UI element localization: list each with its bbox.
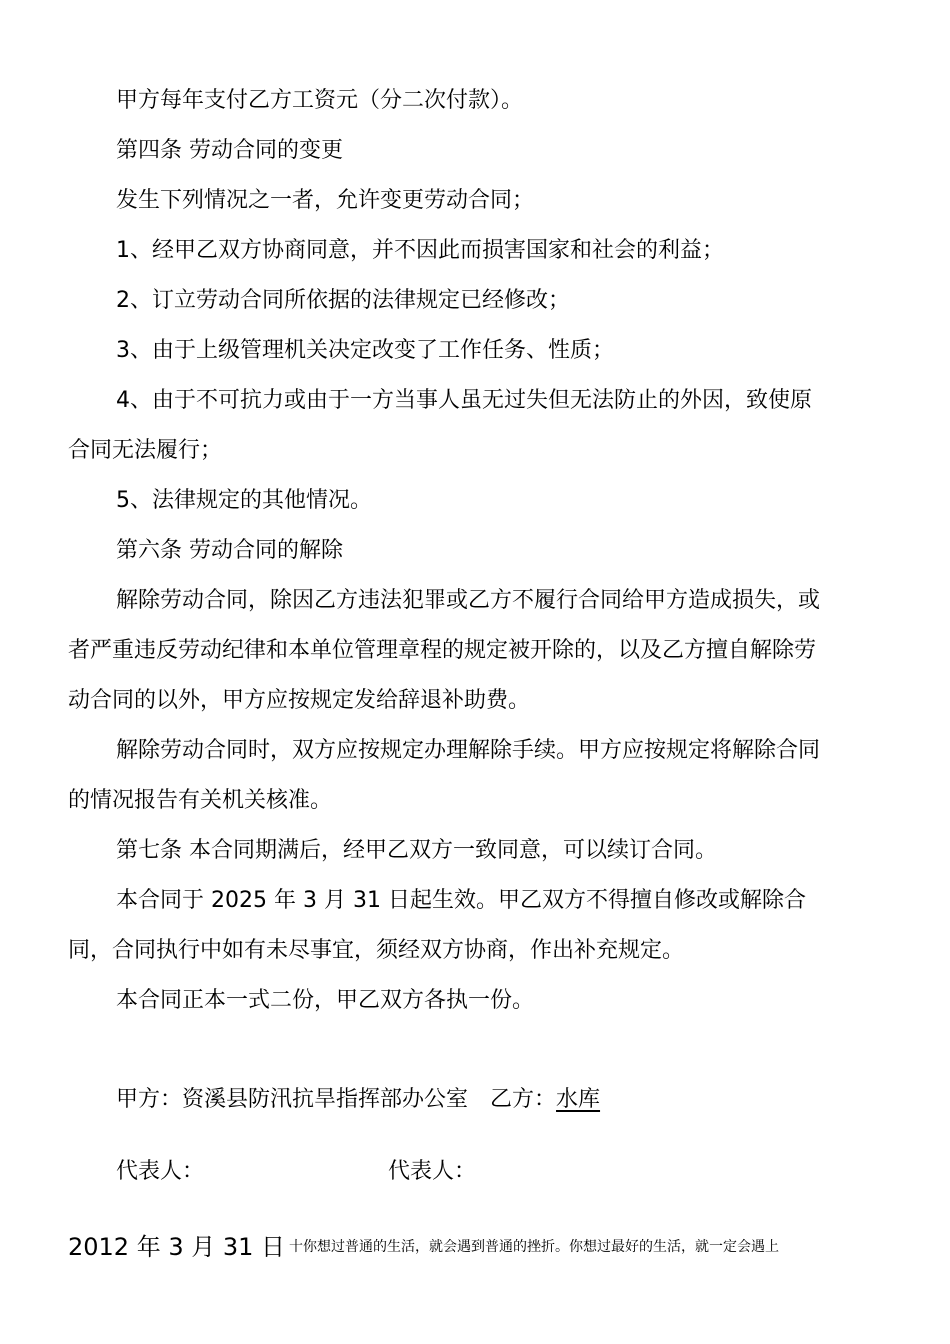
paragraph-effective-line-1: 本合同于 2025 年 3 月 31 日起生效。甲乙双方不得擅自修改或解除合 [116,888,806,913]
party-b-label: 乙方： [490,1087,557,1112]
paragraph-termination-line-2: 者严重违反劳动纪律和本单位管理章程的规定被开除的，以及乙方擅自解除劳 [68,638,817,663]
list-item-2: 2、订立劳动合同所依据的法律规定已经修改； [116,288,570,313]
paragraph-termination-line-3: 动合同的以外，甲方应按规定发给辞退补助费。 [68,688,531,713]
rep-b-label: 代表人： [388,1159,477,1184]
list-item-5: 5、法律规定的其他情况。 [116,488,372,513]
paragraph-effective-line-2: 同，合同执行中如有未尽事宜，须经双方协商，作出补充规定。 [68,938,685,963]
signature-parties [116,1085,600,1115]
article-seven: 第七条 本合同期满后，经甲乙双方一致同意，可以续订合同。 [116,838,717,863]
list-item-4-line-2: 合同无法履行； [68,438,223,463]
article-six-heading: 第六条 劳动合同的解除 [116,538,343,563]
list-item-3: 3、由于上级管理机关决定改变了工作任务、性质； [116,338,614,363]
signing-date: 2012 年 3 月 31 日 [68,1233,286,1261]
footer-note: 十你想过普通的生活，就会遇到普通的挫折。你想过最好的生活，就一定会遇上 [289,1239,779,1255]
list-item-1: 1、经甲乙双方协商同意，并不因此而损害国家和社会的利益； [116,238,724,263]
rep-a-label: 代表人： [116,1159,205,1184]
paragraph-salary: 甲方每年支付乙方工资元（分二次付款）。 [116,88,524,113]
signature-representatives [116,1157,476,1187]
paragraph-procedure-line-2: 的情况报告有关机关核准。 [68,788,333,813]
paragraph-change-intro: 发生下列情况之一者，允许变更劳动合同； [116,188,535,213]
list-item-4-line-1: 4、由于不可抗力或由于一方当事人虽无过失但无法防止的外因，致使原 [116,388,812,413]
party-a-label: 甲方：资溪县防汛抗旱指挥部办公室 [116,1087,469,1112]
paragraph-copies: 本合同正本一式二份，甲乙双方各执一份。 [116,988,535,1013]
paragraph-procedure-line-1: 解除劳动合同时，双方应按规定办理解除手续。甲方应按规定将解除合同 [116,738,821,763]
party-b-value: 水库 [556,1087,601,1112]
paragraph-termination-line-1: 解除劳动合同，除因乙方违法犯罪或乙方不履行合同给甲方造成损失，或 [116,588,821,613]
article-four-heading: 第四条 劳动合同的变更 [116,138,343,163]
